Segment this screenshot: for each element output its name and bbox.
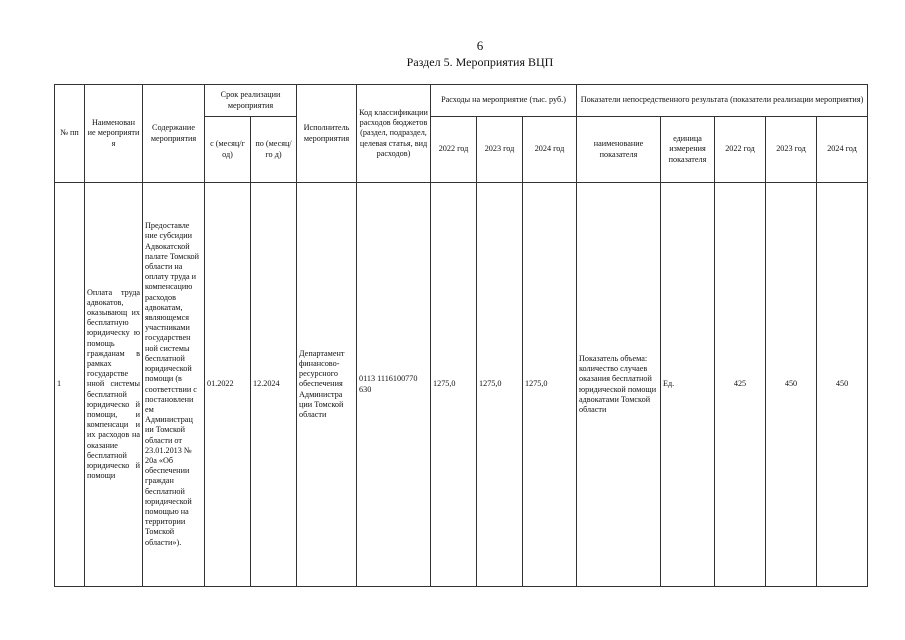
table-row — [55, 183, 868, 587]
cell-ind-2022: 425 — [715, 183, 766, 587]
header-ind-2023: 2023 год — [766, 117, 817, 183]
cell-name: Оплата труда адвокатов, оказывающ их бесплатную юридическу ю помощь гражданам в рамках государстве нной системы бесплатной юридическо й помощи, и компенсаци и их расходов на оказание бесплатной юридическо й помощи — [85, 183, 143, 587]
header-ind-name: наименование показателя — [577, 117, 661, 183]
cell-num: 1 — [55, 183, 85, 587]
cell-exp-2024: 1275,0 — [523, 183, 577, 587]
page-number: 6 — [476, 38, 484, 53]
header-ind-unit: единица измерения показателя — [661, 117, 715, 183]
header-executor: Исполнитель мероприятия — [297, 85, 357, 183]
header-period: Срок реализации мероприятия — [205, 85, 297, 117]
header-budget-code: Код классификации расходов бюджетов (раздел, подраздел, целевая статья, вид расходов) — [357, 85, 431, 183]
header-expenses: Расходы на мероприятие (тыс. руб.) — [431, 85, 577, 117]
header-indicators: Показатели непосредственного результата (показатели реализации мероприятия) — [577, 85, 868, 117]
cell-ind-2023: 450 — [766, 183, 817, 587]
section-title: Раздел 5. Мероприятия ВЦП — [406, 55, 554, 69]
cell-budget-code: 0113 1116100770 630 — [357, 183, 431, 587]
header-exp-2022: 2022 год — [431, 117, 477, 183]
cell-period-from: 01.2022 — [205, 183, 251, 587]
header-period-to: по (месяц/го д) — [251, 117, 297, 183]
cell-exp-2023: 1275,0 — [477, 183, 523, 587]
header-num: № пп — [55, 85, 85, 183]
header-content: Содержание мероприятия — [143, 85, 205, 183]
cell-period-to: 12.2024 — [251, 183, 297, 587]
header-row-top — [55, 85, 868, 117]
cell-ind-name: Показатель объема: количество случаев оказания бесплатной юридической помощи адвокатами Томской области — [577, 183, 661, 587]
header-exp-2023: 2023 год — [477, 117, 523, 183]
header-ind-2022: 2022 год — [715, 117, 766, 183]
cell-executor: Департамент финансово-ресурсного обеспечения Администра ции Томской области — [297, 183, 357, 587]
header-exp-2024: 2024 год — [523, 117, 577, 183]
header-ind-2024: 2024 год — [817, 117, 868, 183]
events-table — [54, 84, 868, 587]
header-period-from: с (месяц/г од) — [205, 117, 251, 183]
cell-exp-2022: 1275,0 — [431, 183, 477, 587]
cell-ind-2024: 450 — [817, 183, 868, 587]
cell-ind-unit: Ед. — [661, 183, 715, 587]
cell-content: Предоставле ние субсидии Адвокатской палате Томской области на оплату труда и компенсацию расходов адвокатам, являющемся участниками государствен ной системы бесплатной юридической помощи (в соответствии с постановлени ем Администрац ии Томской области от 23.01.2013 № 20а «Об обеспечении граждан бесплатной юридической помощью на территории Томской области»). — [143, 183, 205, 587]
header-name: Наименован ие мероприяти я — [85, 85, 143, 183]
